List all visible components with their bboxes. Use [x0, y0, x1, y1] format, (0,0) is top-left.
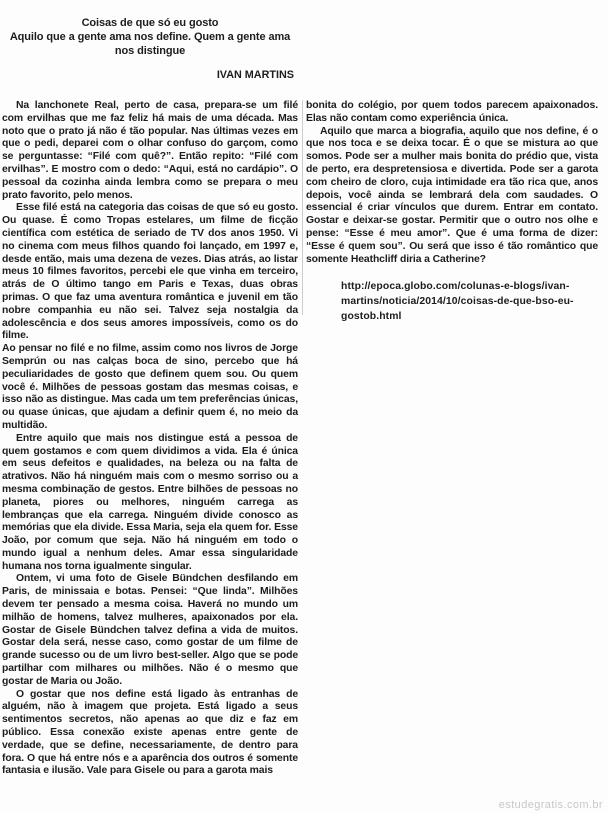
paragraph-2: Esse filé está na categoria das coisas de que só eu gosto. Ou quase. É como Tropas estelares, um filme de ficção científica com estética de seriado de TV dos anos 1950. Vi no cinema com meus filhos quando foi lançado, em 1997 e, desde então, mais uma dezena de vezes. Dias atrás, ao listar meus 10 filmes favoritos, percebi ele que vinha em terceiro, atrás de O último tango em Paris e Texas, duas obras primas. O que faz uma aventura romântica e juvenil em tão nobre companhia eu não sei. Talvez seja nostalgia da adolescência e dos seus amores impossíveis, como os do filme. — [2, 202, 298, 342]
paragraph-3: Ao pensar no filé e no filme, assim como nos livros de Jorge Semprún ou nas calças boca de sino, percebo que há peculiaridades de gosto que definem quem sou. Ou quem você é. Milhões de pessoas gostam das mesmas coisas, e isso não as distingue. Mas cada um tem preferências únicas, ou quase únicas, que ajudam a definir quem é, no meio da multidão. — [2, 343, 298, 431]
paragraph-5: Ontem, vi uma foto de Gisele Bündchen desfilando em Paris, de minissaia e botas. Pensei: “Que linda”. Milhões devem ter pensado a mesma coisa. Haverá no mundo um milhão de homens, talvez mulheres, apaixonados por ela. Gostar de Gisele Bündchen talvez defina a vida de muitos. Gostar dela será, nesse caso, como gostar de um filme de grande sucesso ou de um livro best-seller. Algo que se pode partilhar com milhares ou milhões. Não é o mesmo que gostar de Maria ou João. — [2, 573, 298, 687]
watermark: estudegratis.com.br — [498, 799, 603, 811]
paragraph-6: O gostar que nos define está ligado às entranhas de alguém, não à imagem que projeta. Está ligado a seus sentimentos secretos, não apenas ao que diz e faz em público. Essa conexão existe apenas entre gente de verdade, que se define, necessariamente, de dentro para fora. O que há entre nós e a aparência dos outros é somente fantasia e ilusão. Vale para Gisele ou para a garota mais — [2, 688, 298, 777]
paragraph-4: Entre aquilo que mais nos distingue está a pessoa de quem gostamos e com quem dividimos a vida. Ela é única em seus defeitos e qualidades, na beleza ou na falta de atrativos. Não há ninguém mais com o mesmo sorriso ou a mesma combinação de gestos. Entre bilhões de pessoas no planeta, piores ou melhores, ninguém carrega as lembranças que ela carrega. Ninguém divide conosco as memórias que ela divide. Essa Maria, seja ela quem for. Esse João, por comum que seja. Não há ninguém em todo o mundo igual a nenhum deles. Amar essa singularidade humana nos torna igualmente singular. — [2, 432, 298, 572]
article-source-link[interactable]: http://epoca.globo.com/colunas-e-blogs/ivan-martins/noticia/2014/10/coisas-de-que-bso-eu-gostob.html — [341, 281, 574, 323]
author-byline: IVAN MARTINS — [216, 69, 294, 81]
article-header — [2, 16, 298, 82]
article-title: Coisas de que só eu gosto — [81, 17, 219, 29]
left-column — [2, 100, 298, 778]
right-column — [306, 100, 598, 324]
paragraph-6-continuation: bonita do colégio, por quem todos parecem apaixonados. Elas não contam como experiência única. — [306, 100, 598, 124]
article-subtitle: Aquilo que a gente ama nos define. Quem a gente ama nos distingue — [9, 31, 291, 57]
paragraph-7: Aquilo que marca a biografia, aquilo que nos define, é o que nos toca e se deixa tocar. É o que se mistura ao que somos. Pode ser a mulher mais bonita do prédio que, vista de perto, era despretensiosa e divertida. Pode ser a garota com cheiro de cloro, cuja intimidade era tão rica que, anos depois, você ainda se lembrará dela com saudades. O essencial é criar vínculos que durem. Entrar em contato. Gostar e deixar-se gostar. Permitir que o outro nos olhe e pense: “Esse é meu amor”. Que é uma forma de dizer: “Esse é quem sou”. Ou será que isso é tão romântico que somente Heathcliff diria a Catherine? — [306, 125, 598, 265]
paragraph-1: Na lanchonete Real, perto de casa, prepara-se um filé com ervilhas que me faz feliz há mais de uma década. Mas noto que o prato já não é tão popular. Nas últimas vezes em que o pedi, deparei com o olhar confuso do garçom, como se perguntasse: “Filé com quê?”. Então repito: “Filé com ervilhas”. E mostro com o dedo: “Aqui, está no cardápio”. O pessoal da cozinha ainda lembra como se prepara o meu prato favorito, pelo menos. — [2, 100, 298, 201]
column-divider — [302, 100, 303, 315]
article-columns — [2, 100, 598, 778]
